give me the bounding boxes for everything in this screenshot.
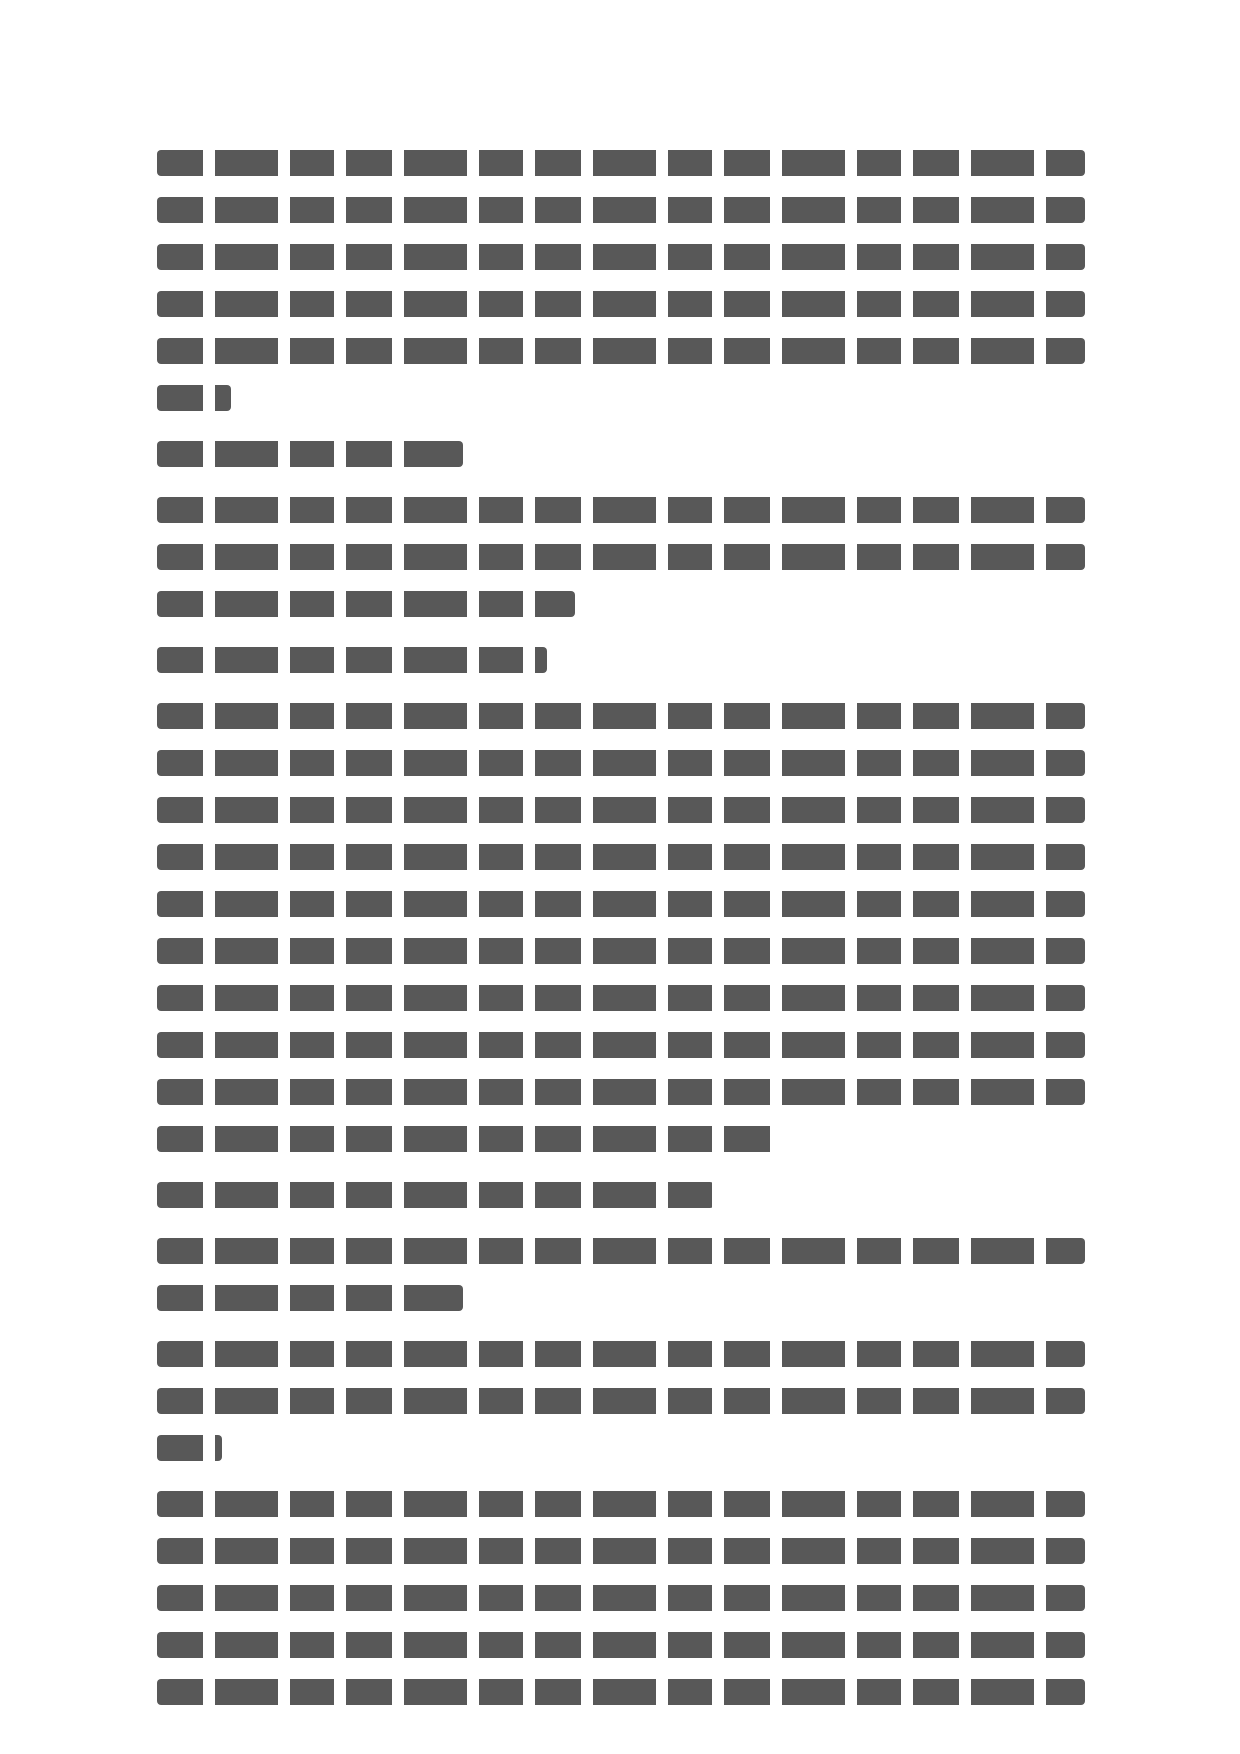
text-line-placeholder: [157, 891, 1085, 917]
text-line-placeholder: [157, 1079, 1085, 1105]
text-line-placeholder: [157, 1679, 1085, 1705]
text-line-placeholder: [157, 150, 1085, 176]
paragraph: [157, 1491, 1085, 1705]
text-line-placeholder: [157, 647, 547, 673]
text-line-placeholder: [157, 985, 1085, 1011]
text-line-placeholder: [157, 1341, 1085, 1367]
text-line-placeholder: [157, 1182, 714, 1208]
paragraph: [157, 441, 1085, 467]
text-line-placeholder: [157, 1388, 1085, 1414]
text-line-placeholder: [157, 844, 1085, 870]
paragraph: [157, 497, 1085, 617]
paragraph: [157, 1238, 1085, 1311]
text-line-placeholder: [157, 1632, 1085, 1658]
body-text: [157, 150, 1085, 1705]
text-line-placeholder: [157, 1585, 1085, 1611]
text-line-placeholder: [157, 1285, 463, 1311]
text-line-placeholder: [157, 1032, 1085, 1058]
text-line-placeholder: [157, 750, 1085, 776]
text-line-placeholder: [157, 244, 1085, 270]
text-line-placeholder: [157, 1126, 779, 1152]
paragraph: [157, 1341, 1085, 1461]
text-line-placeholder: [157, 441, 463, 467]
text-line-placeholder: [157, 797, 1085, 823]
text-line-placeholder: [157, 1435, 222, 1461]
text-line-placeholder: [157, 497, 1085, 523]
text-line-placeholder: [157, 385, 231, 411]
paragraph: [157, 1182, 1085, 1208]
text-line-placeholder: [157, 591, 575, 617]
text-line-placeholder: [157, 1538, 1085, 1564]
text-line-placeholder: [157, 703, 1085, 729]
text-line-placeholder: [157, 1238, 1085, 1264]
text-line-placeholder: [157, 1491, 1085, 1517]
paragraph: [157, 647, 1085, 673]
text-line-placeholder: [157, 197, 1085, 223]
text-line-placeholder: [157, 938, 1085, 964]
text-line-placeholder: [157, 544, 1085, 570]
paragraph: [157, 150, 1085, 411]
paragraph: [157, 703, 1085, 1152]
text-line-placeholder: [157, 338, 1085, 364]
text-line-placeholder: [157, 291, 1085, 317]
